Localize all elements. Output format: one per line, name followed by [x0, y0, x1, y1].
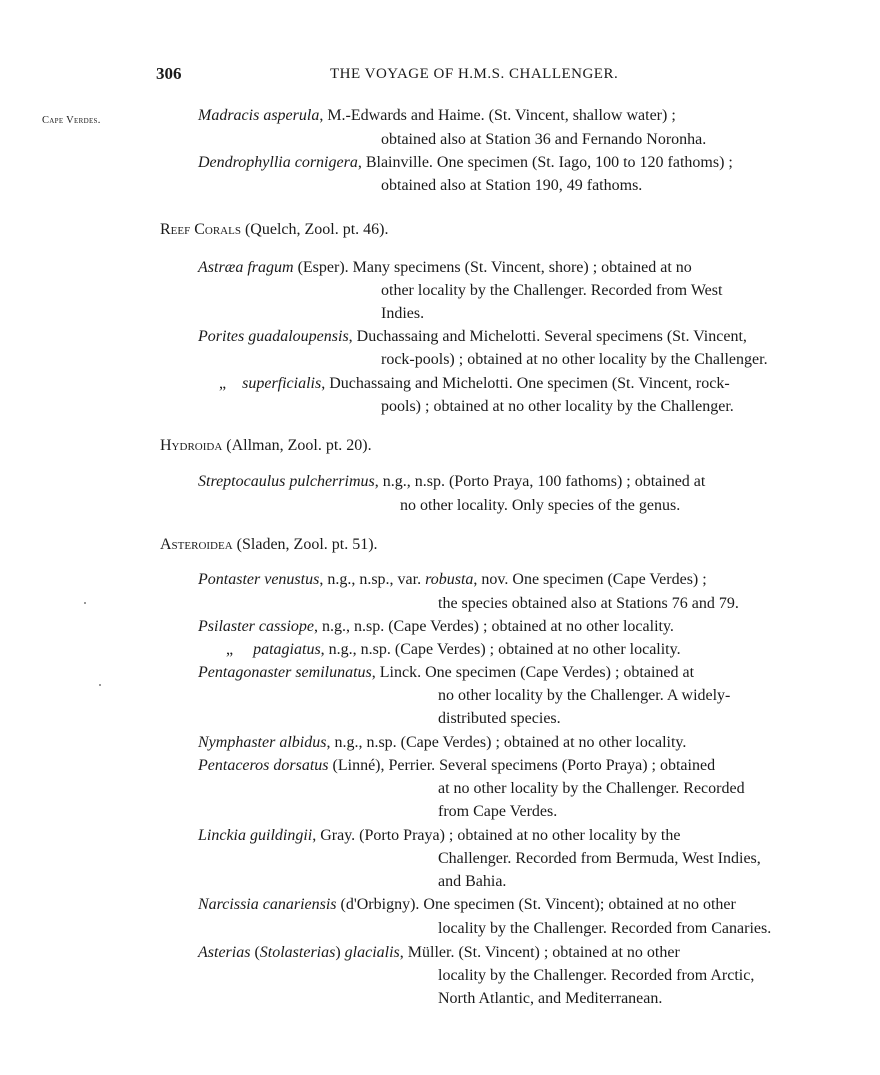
hydroid-entry-line: no other locality. Only species of the genus.: [400, 497, 681, 514]
asteroid-entry-line: Nymphaster albidus, n.g., n.sp. (Cape Verdes) ; obtained at no other locality.: [198, 734, 687, 751]
section-heading-hydroida: Hydroida (Allman, Zool. pt. 20).: [160, 437, 372, 454]
reef-coral-entry-line: Indies.: [381, 305, 425, 322]
species-name: Pentaceros dorsatus: [198, 757, 329, 774]
species-name: superficialis: [242, 375, 322, 392]
hydroid-entry-line: Streptocaulus pulcherrimus, n.g., n.sp. (Porto Praya, 100 fathoms) ; obtained at: [198, 473, 706, 490]
ditto-mark: „: [219, 375, 227, 392]
species-name: patagiatus: [253, 641, 321, 658]
species-name: Pentagonaster semilunatus: [198, 664, 372, 681]
species-epithet: glacialis: [344, 944, 400, 961]
reef-coral-entry-line: Astræa fragum (Esper). Many specimens (St. Vincent, shore) ; obtained at no: [198, 259, 692, 276]
asteroid-entry-line: no other locality by the Challenger. A widely-: [438, 687, 731, 704]
scan-speck: [99, 684, 101, 686]
species-name: Narcissia canariensis: [198, 896, 337, 913]
reef-coral-entry-line: pools) ; obtained at no other locality by the Challenger.: [381, 398, 734, 415]
species-name: Psilaster cassiope: [198, 618, 314, 635]
species-name: Pontaster venustus: [198, 571, 320, 588]
asteroid-entry-line: Psilaster cassiope, n.g., n.sp. (Cape Verdes) ; obtained at no other locality.: [198, 618, 674, 635]
asteroid-entry-line: locality by the Challenger. Recorded from Canaries.: [438, 920, 772, 937]
section-heading-asteroidea: Asteroidea (Sladen, Zool. pt. 51).: [160, 536, 378, 553]
asteroid-entry-line: Linckia guildingii, Gray. (Porto Praya) ; obtained at no other locality by the: [198, 827, 681, 844]
reef-coral-entry-line: „ superficialis, Duchassaing and Michelotti. One specimen (St. Vincent, rock-: [219, 375, 730, 392]
asteroid-entry-line: locality by the Challenger. Recorded from Arctic,: [438, 967, 755, 984]
section-heading-reef-corals: Reef Corals (Quelch, Zool. pt. 46).: [160, 221, 389, 238]
asteroid-entry-line: Pentagonaster semilunatus, Linck. One specimen (Cape Verdes) ; obtained at: [198, 664, 695, 681]
asteroid-entry-line: Pontaster venustus, n.g., n.sp., var. robusta, nov. One specimen (Cape Verdes) ;: [198, 571, 707, 588]
scan-speck: [84, 602, 86, 604]
reef-coral-entry-line: rock-pools) ; obtained at no other locality by the Challenger.: [381, 351, 768, 368]
species-name: Dendrophyllia cornigera: [198, 154, 358, 171]
subgenus-name: Stolasterias: [259, 944, 336, 961]
species-name: Asterias: [198, 944, 251, 961]
running-title: THE VOYAGE OF H.M.S. CHALLENGER.: [330, 66, 619, 82]
asteroid-entry-line: Narcissia canariensis (d'Orbigny). One specimen (St. Vincent); obtained at no other: [198, 896, 736, 913]
asteroid-entry-line: and Bahia.: [438, 873, 507, 890]
species-name: Astræa fragum: [198, 259, 294, 276]
asteroid-entry-line: at no other locality by the Challenger. Recorded: [438, 780, 745, 797]
species-name: Porites guadaloupensis: [198, 328, 349, 345]
variety-name: robusta: [425, 571, 474, 588]
asteroid-entry-line: Challenger. Recorded from Bermuda, West Indies,: [438, 850, 761, 867]
species-name: Nymphaster albidus: [198, 734, 327, 751]
reef-coral-entry-line: Porites guadaloupensis, Duchassaing and Michelotti. Several specimens (St. Vincent,: [198, 328, 747, 345]
asteroid-entry-line: North Atlantic, and Mediterranean.: [438, 990, 663, 1007]
coral-entry-line: Madracis asperula, M.-Edwards and Haime. (St. Vincent, shallow water) ;: [198, 107, 676, 124]
ditto-mark: „: [226, 641, 234, 658]
page-number: 306: [156, 64, 182, 83]
asteroid-entry-line: Pentaceros dorsatus (Linné), Perrier. Several specimens (Porto Praya) ; obtained: [198, 757, 716, 774]
species-name: Madracis asperula: [198, 107, 320, 124]
coral-entry-line: obtained also at Station 190, 49 fathoms.: [381, 177, 643, 194]
species-name: Streptocaulus pulcherrimus: [198, 473, 375, 490]
margin-locality-note: Cape Verdes.: [42, 115, 101, 126]
reef-coral-entry-line: other locality by the Challenger. Recorded from West: [381, 282, 723, 299]
asteroid-entry-line: Asterias (Stolasterias) glacialis, Müller. (St. Vincent) ; obtained at no other: [198, 944, 680, 961]
asteroid-entry-line: from Cape Verdes.: [438, 803, 558, 820]
coral-entry-line: Dendrophyllia cornigera, Blainville. One specimen (St. Iago, 100 to 120 fathoms) ;: [198, 154, 733, 171]
species-name: Linckia guildingii: [198, 827, 313, 844]
asteroid-entry-line: the species obtained also at Stations 76 and 79.: [438, 595, 739, 612]
asteroid-entry-line: „ patagiatus, n.g., n.sp. (Cape Verdes) ; obtained at no other locality.: [226, 641, 681, 658]
coral-entry-line: obtained also at Station 36 and Fernando Noronha.: [381, 131, 707, 148]
asteroid-entry-line: distributed species.: [438, 710, 561, 727]
